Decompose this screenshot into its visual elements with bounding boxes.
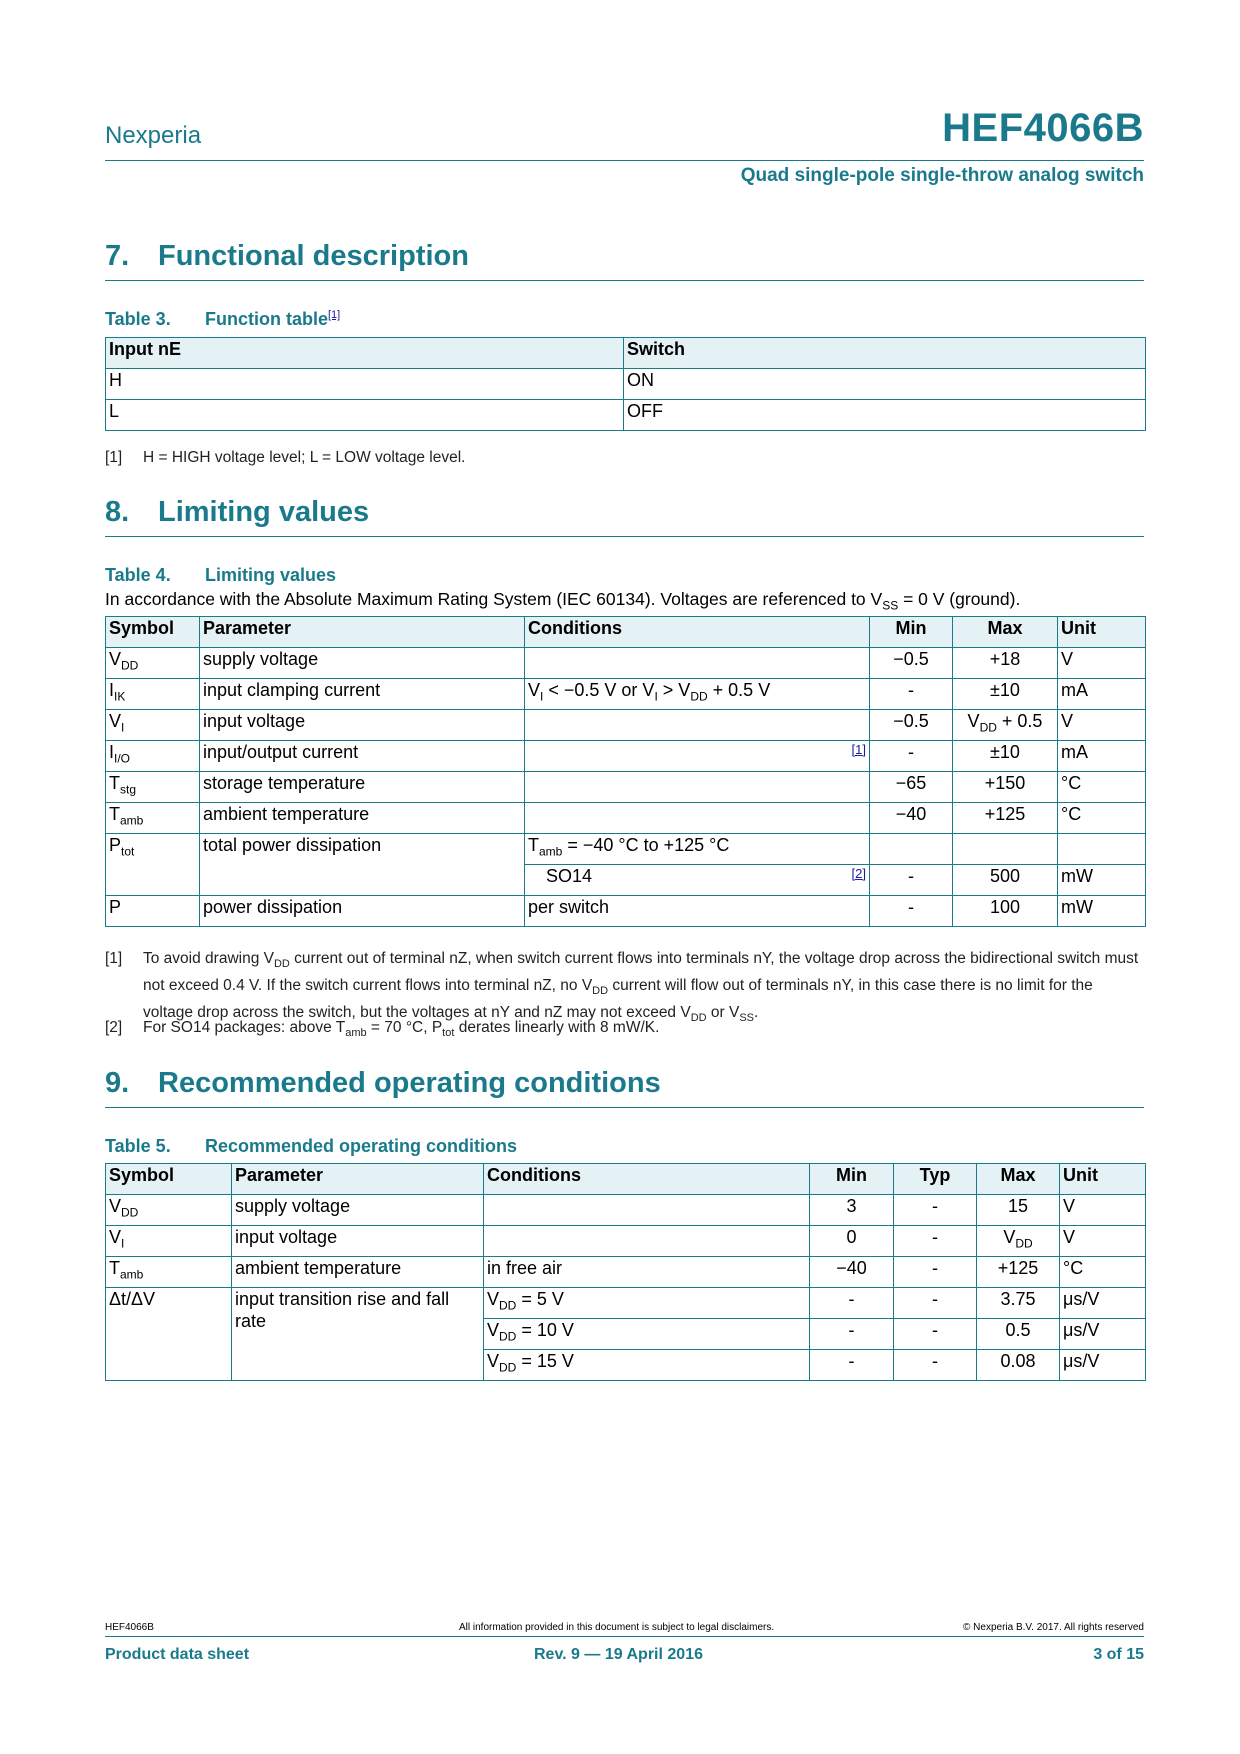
cell: mW: [1058, 865, 1146, 896]
cell: °C: [1058, 772, 1146, 803]
cell: -: [810, 1350, 894, 1381]
symbol-cell: $V_I$: [106, 710, 200, 741]
footer-disclaimer: All information provided in this document is subject to legal disclaimers.: [459, 1622, 775, 1633]
cell: input voltage: [200, 710, 525, 741]
section-heading-8: 8. Limiting values: [105, 496, 370, 528]
section-rule: [105, 280, 1144, 281]
cell: °C: [1058, 803, 1146, 834]
footer-copyright: © Nexperia B.V. 2017. All rights reserved: [963, 1622, 1144, 1633]
cell: [525, 741, 870, 772]
cell: [525, 803, 870, 834]
cell: $V_{DD} = 10$ V: [484, 1319, 810, 1350]
symbol-cell: $T_{amb}$: [106, 1257, 232, 1288]
cell: 3.75: [977, 1288, 1060, 1319]
table-row: [106, 1288, 1146, 1319]
cell: +150: [953, 772, 1058, 803]
table3-footnote: [1] H = HIGH voltage level; L = LOW voltage level.: [105, 449, 466, 466]
cell: per switch: [525, 896, 870, 927]
symbol-cell: P: [106, 896, 200, 927]
table-row: [106, 648, 1146, 679]
symbol-cell: $V_{DD}$: [106, 648, 200, 679]
cell: -: [894, 1350, 977, 1381]
cell: OFF: [624, 400, 1146, 431]
symbol-cell: $P_{tot}$: [106, 834, 200, 896]
footnote-ref-link[interactable]: [2]: [851, 866, 866, 881]
header-cell: Max: [977, 1164, 1060, 1195]
cell: power dissipation: [200, 896, 525, 927]
cell: -: [894, 1257, 977, 1288]
cell: -: [810, 1288, 894, 1319]
header-cell: Typ: [894, 1164, 977, 1195]
cell: [953, 834, 1058, 865]
header-cell: Symbol: [106, 617, 200, 648]
cell: +125: [953, 803, 1058, 834]
table4-footnote-2: [2] For SO14 packages: above $T_{amb} = 70$ °C, $P_{tot}$ derates linearly with 8 mW/K.: [105, 1019, 660, 1040]
footer-doc-type: Product data sheet: [105, 1646, 250, 1663]
cell: $V_I < -0.5$ V or $V_I > V_{DD} + 0.5$ V: [525, 679, 870, 710]
cell: $V_{DD} + 0.5$: [953, 710, 1058, 741]
symbol-cell: $T_{amb}$: [106, 803, 200, 834]
footer-page-number: 3 of 15: [1093, 1646, 1144, 1663]
symbol-cell: $I_{IK}$: [106, 679, 200, 710]
table-row: [106, 1226, 1146, 1257]
cell: °C: [1060, 1257, 1146, 1288]
cell: input transition rise and fall rate: [232, 1288, 484, 1381]
cell: [525, 772, 870, 803]
header-rule: [105, 160, 1144, 161]
section-rule: [105, 536, 1144, 537]
cell: -: [870, 865, 953, 896]
cell: mA: [1058, 679, 1146, 710]
table-row: [106, 772, 1146, 803]
cell: mA: [1058, 741, 1146, 772]
table3-caption: Table 3. Function table[1]: [105, 309, 341, 329]
footnote-ref-link[interactable]: [1]: [851, 742, 866, 757]
cell: mW: [1058, 896, 1146, 927]
cell: -: [870, 679, 953, 710]
limiting-values-table: [105, 616, 1146, 927]
brand-name: Nexperia: [105, 122, 202, 149]
symbol-cell: $V_{DD}$: [106, 1195, 232, 1226]
cell: SO14 [2]: [525, 865, 870, 896]
header-cell: Input nE: [106, 338, 624, 369]
cell: -: [894, 1226, 977, 1257]
cell: 0.08: [977, 1350, 1060, 1381]
cell: ON: [624, 369, 1146, 400]
cell: input voltage: [232, 1226, 484, 1257]
cell: input clamping current: [200, 679, 525, 710]
cell: μs/V: [1060, 1288, 1146, 1319]
operating-conditions-table: [105, 1163, 1146, 1381]
cell: supply voltage: [200, 648, 525, 679]
cell: [525, 648, 870, 679]
cell: ambient temperature: [232, 1257, 484, 1288]
header-cell: Unit: [1058, 617, 1146, 648]
table-header-row: [106, 338, 1146, 369]
function-table: [105, 337, 1146, 431]
table4-caption: Table 4. Limiting values: [105, 565, 337, 585]
cell: [525, 710, 870, 741]
cell: H: [106, 369, 624, 400]
cell: V: [1058, 648, 1146, 679]
cell: ambient temperature: [200, 803, 525, 834]
table-row: [106, 710, 1146, 741]
cell: −0.5: [870, 710, 953, 741]
header-cell: Min: [810, 1164, 894, 1195]
cell: 0.5: [977, 1319, 1060, 1350]
cell: $V_{DD} = 5$ V: [484, 1288, 810, 1319]
header-cell: Conditions: [484, 1164, 810, 1195]
cell: supply voltage: [232, 1195, 484, 1226]
cell: +18: [953, 648, 1058, 679]
header-cell: Conditions: [525, 617, 870, 648]
cell: -: [870, 741, 953, 772]
cell: −40: [810, 1257, 894, 1288]
symbol-cell: Δt/ΔV: [106, 1288, 232, 1381]
cell: $V_{DD}$: [977, 1226, 1060, 1257]
cell: -: [894, 1288, 977, 1319]
footer-revision: Rev. 9 — 19 April 2016: [534, 1646, 703, 1663]
cell: input/output current: [200, 741, 525, 772]
document-title: HEF4066B: [942, 106, 1144, 150]
section-rule: [105, 1107, 1144, 1108]
cell: −0.5: [870, 648, 953, 679]
cell: ±10: [953, 679, 1058, 710]
section-heading-9: 9. Recommended operating conditions: [105, 1067, 661, 1099]
table-row: [106, 803, 1146, 834]
cell: +125: [977, 1257, 1060, 1288]
table-row: [106, 400, 1146, 431]
cell: V: [1060, 1195, 1146, 1226]
table-row: [106, 369, 1146, 400]
cell: [1058, 834, 1146, 865]
header-cell: Symbol: [106, 1164, 232, 1195]
cell: 3: [810, 1195, 894, 1226]
cell: [484, 1195, 810, 1226]
cell: −65: [870, 772, 953, 803]
symbol-cell: $V_I$: [106, 1226, 232, 1257]
cell: storage temperature: [200, 772, 525, 803]
cell: L: [106, 400, 624, 431]
table-row: [106, 1195, 1146, 1226]
document-subtitle: Quad single-pole single-throw analog switch: [740, 165, 1144, 186]
cell: -: [894, 1195, 977, 1226]
table-row: [106, 1257, 1146, 1288]
table-row: [106, 679, 1146, 710]
footer-doc-id: HEF4066B: [105, 1622, 154, 1633]
cell: 0: [810, 1226, 894, 1257]
table-header-row: [106, 617, 1146, 648]
table-row: [106, 741, 1146, 772]
cell: V: [1060, 1226, 1146, 1257]
cell: -: [810, 1319, 894, 1350]
footer-rule: [105, 1636, 1144, 1637]
table-row: [106, 896, 1146, 927]
header-cell: Min: [870, 617, 953, 648]
table3-ref-link[interactable]: [1]: [328, 309, 341, 321]
cell: μs/V: [1060, 1350, 1146, 1381]
table5-caption: Table 5. Recommended operating conditions: [105, 1136, 518, 1156]
cell: [484, 1226, 810, 1257]
table-row: [106, 834, 1146, 865]
cell: μs/V: [1060, 1319, 1146, 1350]
header-cell: Parameter: [200, 617, 525, 648]
cell: −40: [870, 803, 953, 834]
section-heading-7: 7. Functional description: [105, 240, 469, 272]
table-header-row: [106, 1164, 1146, 1195]
cell: V: [1058, 710, 1146, 741]
cell: $T_{amb} = -40$ °C to +125 °C: [525, 834, 870, 865]
cell: 100: [953, 896, 1058, 927]
cell: total power dissipation: [200, 834, 525, 896]
header-cell: Max: [953, 617, 1058, 648]
cell: -: [894, 1319, 977, 1350]
header-cell: Unit: [1060, 1164, 1146, 1195]
cell: 500: [953, 865, 1058, 896]
table4-footnote-1: [1] To avoid drawing $V_{DD}$ current out of terminal nZ, when switch current flows into terminals nY, the voltage drop across the bidirectional switch must not exceed 0.4 V. If the switch current flows into terminal nZ, no $V_{DD}$ current will flow out of terminals nY, in this case there is no limit for the voltage drop across the switch, but the voltages at nY and nZ may not exceed $V_{DD}$ or $V_{SS}$.: [105, 950, 1139, 1025]
cell: in free air: [484, 1257, 810, 1288]
symbol-cell: $I_{I/O}$: [106, 741, 200, 772]
table4-note: In accordance with the Absolute Maximum Rating System (IEC 60134). Voltages are referenced to $V_{SS} = 0$ V (ground).: [105, 589, 1021, 613]
cell: $V_{DD} = 15$ V: [484, 1350, 810, 1381]
header-cell: Switch: [624, 338, 1146, 369]
cell: ±10: [953, 741, 1058, 772]
cell: -: [870, 896, 953, 927]
symbol-cell: $T_{stg}$: [106, 772, 200, 803]
header-cell: Parameter: [232, 1164, 484, 1195]
cell: [870, 834, 953, 865]
cell: 15: [977, 1195, 1060, 1226]
